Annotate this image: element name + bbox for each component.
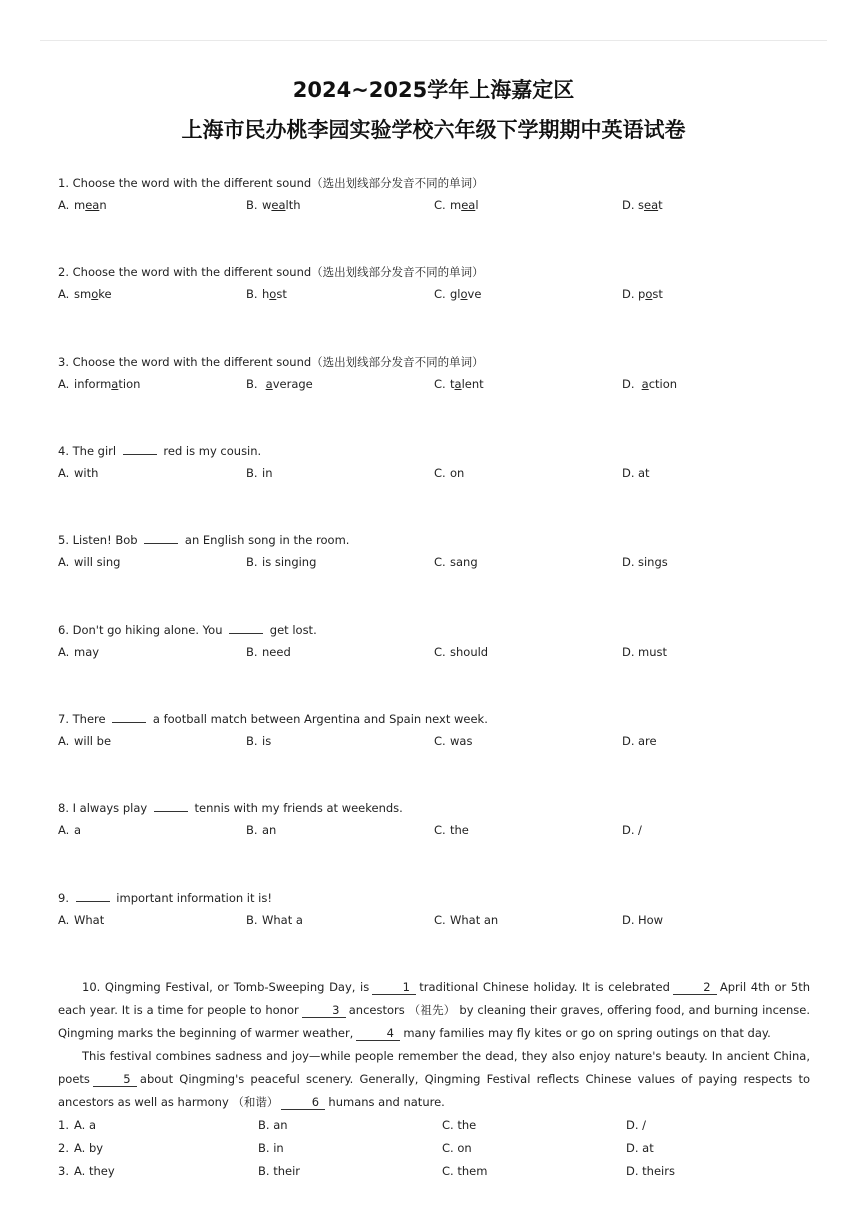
word-part: m <box>450 198 462 212</box>
option-letter: C. <box>434 823 446 837</box>
option-letter: B. <box>246 734 258 748</box>
option-letter: C. <box>434 913 446 927</box>
option-text: should <box>450 645 489 659</box>
option-letter: C. <box>434 377 446 391</box>
word-part: gl <box>450 287 461 301</box>
option-d[interactable] <box>622 818 642 842</box>
option-letter: A. <box>58 377 70 391</box>
sub-question-row <box>58 1114 818 1137</box>
option-letter: B. <box>246 377 258 391</box>
underlined-letters: a <box>641 377 649 391</box>
option-text: sang <box>450 555 478 569</box>
underlined-letters: a <box>454 377 462 391</box>
answer-blank <box>112 711 146 723</box>
option-letter: A. <box>58 645 70 659</box>
underlined-letters: a <box>265 377 273 391</box>
numbered-blank: 4 <box>356 1026 400 1041</box>
question-stem <box>58 530 818 550</box>
option-letter: C. <box>434 287 446 301</box>
word-part: tion <box>118 377 141 391</box>
stem-text-before: 9. <box>58 891 73 905</box>
option-letter: A. <box>58 555 70 569</box>
sub-option[interactable]: B. in <box>258 1141 284 1155</box>
option-b[interactable] <box>246 818 276 842</box>
word-part: p <box>638 287 646 301</box>
top-divider <box>40 40 827 41</box>
word-part: lth <box>285 198 301 212</box>
question-8 <box>58 798 818 842</box>
option-b[interactable] <box>246 550 316 574</box>
word-part: n <box>99 198 107 212</box>
sub-option[interactable]: C. them <box>442 1164 488 1178</box>
stem-text-after: get lost. <box>266 623 317 637</box>
option-letter: D. <box>622 645 635 659</box>
option-text: must <box>638 645 667 659</box>
passage-text: traditional Chinese holiday. It is celebrated <box>419 980 670 994</box>
option-c[interactable] <box>434 640 488 664</box>
option-letter: A. <box>58 466 70 480</box>
stem-text-before: 8. I always play <box>58 801 151 815</box>
option-text: a <box>74 823 82 837</box>
word-part: w <box>262 198 272 212</box>
stem-text-before: 6. Don't go hiking alone. You <box>58 623 227 637</box>
option-text: What a <box>262 913 303 927</box>
exam-title-line-2: 上海市民办桃李园实验学校六年级下学期期中英语试卷 <box>181 118 686 142</box>
question-stem: 3. Choose the word with the different sound（选出划线部分发音不同的单词） <box>58 355 484 369</box>
sub-question-row <box>58 1137 818 1160</box>
passage-text: April 4th or 5th each year. It is a time for people to honor <box>58 980 810 1017</box>
option-d[interactable] <box>622 550 668 574</box>
option-d[interactable] <box>622 640 667 664</box>
question-stem <box>58 798 818 818</box>
options-row <box>58 908 818 932</box>
sub-option[interactable]: B. an <box>258 1118 288 1132</box>
question-stem <box>58 888 818 908</box>
option-d[interactable] <box>622 461 650 485</box>
stem-text-after: a football match between Argentina and Spain next week. <box>149 712 488 726</box>
underlined-letters: o <box>645 287 653 301</box>
option-letter: C. <box>434 734 446 748</box>
options-row <box>58 282 818 306</box>
word-part: t <box>658 198 663 212</box>
word-part: inform <box>74 377 112 391</box>
passage-text: many families may fly kites or go on spring outings on that day. <box>403 1026 771 1040</box>
options-row <box>58 729 818 753</box>
option-c[interactable] <box>434 461 464 485</box>
option-text: How <box>638 913 664 927</box>
option-letter: D. <box>622 823 635 837</box>
stem-text-after: important information it is! <box>112 891 272 905</box>
option-letter: C. <box>434 198 446 212</box>
option-a[interactable] <box>58 818 81 842</box>
underlined-letters: ea <box>271 198 286 212</box>
option-a[interactable] <box>58 908 104 932</box>
sub-option[interactable]: D. theirs <box>626 1164 675 1178</box>
word-part: verage <box>272 377 313 391</box>
underlined-letters: ea <box>461 198 476 212</box>
question-9 <box>58 888 818 932</box>
option-a[interactable] <box>58 461 98 485</box>
option-letter: B. <box>246 645 258 659</box>
sub-option[interactable]: B. their <box>258 1164 300 1178</box>
option-d[interactable] <box>622 193 663 217</box>
underlined-letters: ea <box>85 198 100 212</box>
passage-text: about Qingming's peaceful scenery. Generally, Qingming Festival reflects Chinese values of paying respects to ancestors as well as harmony （和谐） <box>58 1072 810 1109</box>
option-letter: A. <box>58 913 70 927</box>
word-part: lent <box>461 377 484 391</box>
sub-question-row <box>58 1160 818 1183</box>
exam-title-line-1: 2024~2025学年上海嘉定区 <box>292 78 575 102</box>
underlined-letters: a <box>111 377 119 391</box>
underlined-letters: o <box>460 287 468 301</box>
option-c[interactable] <box>434 908 498 932</box>
passage-text: humans and nature. <box>328 1095 445 1109</box>
stem-text-after: an English song in the room. <box>181 533 350 547</box>
stem-text-after: red is my cousin. <box>159 444 262 458</box>
option-a[interactable] <box>58 193 107 217</box>
question-stem <box>58 709 818 729</box>
sub-option[interactable]: D. at <box>626 1141 654 1155</box>
sub-question-number: 2. <box>58 1141 69 1155</box>
underlined-letters: o <box>91 287 99 301</box>
option-letter: A. <box>58 198 70 212</box>
question-7 <box>58 709 818 753</box>
numbered-blank: 6 <box>281 1095 325 1110</box>
passage-paragraph-1 <box>58 976 810 1045</box>
numbered-blank: 3 <box>302 1003 346 1018</box>
option-text: / <box>638 823 642 837</box>
option-letter: B. <box>246 913 258 927</box>
word-part: ve <box>467 287 482 301</box>
option-b[interactable] <box>246 372 313 396</box>
option-text: sings <box>638 555 668 569</box>
word-part: m <box>74 198 86 212</box>
option-letter: C. <box>434 466 446 480</box>
option-text: will be <box>74 734 112 748</box>
option-b[interactable] <box>246 282 287 306</box>
underlined-letters: ea <box>644 198 659 212</box>
option-letter: A. <box>58 823 70 837</box>
question-2 <box>58 262 818 306</box>
option-d[interactable] <box>622 372 677 396</box>
option-letter: D. <box>622 287 635 301</box>
answer-blank <box>76 890 110 902</box>
answer-blank <box>123 443 157 455</box>
option-letter: B. <box>246 287 258 301</box>
option-text: may <box>74 645 100 659</box>
numbered-blank: 1 <box>372 980 416 995</box>
passage-text: This festival combines sadness and joy—while people remember the dead, they also enjoy nature's beauty. In ancient China, poets <box>58 1049 810 1086</box>
question-stem <box>58 620 818 640</box>
option-a[interactable] <box>58 372 140 396</box>
option-text: with <box>74 466 99 480</box>
option-letter: D. <box>622 198 635 212</box>
answer-blank <box>144 532 178 544</box>
option-letter: B. <box>246 823 258 837</box>
option-c[interactable] <box>434 729 472 753</box>
option-text: at <box>638 466 650 480</box>
options-row <box>58 372 818 396</box>
option-text: in <box>262 466 273 480</box>
option-d[interactable] <box>622 282 663 306</box>
question-stem: 2. Choose the word with the different sound（选出划线部分发音不同的单词） <box>58 265 484 279</box>
option-c[interactable] <box>434 193 479 217</box>
option-letter: D. <box>622 466 635 480</box>
passage-sub-questions <box>58 1114 818 1183</box>
option-a[interactable] <box>58 729 111 753</box>
option-letter: C. <box>434 555 446 569</box>
sub-question-number: 3. <box>58 1164 69 1178</box>
numbered-blank: 5 <box>93 1072 137 1087</box>
option-b[interactable] <box>246 461 272 485</box>
option-letter: D. <box>622 377 635 391</box>
question-5 <box>58 530 818 574</box>
word-part: sm <box>74 287 92 301</box>
option-b[interactable] <box>246 193 301 217</box>
passage-text: ancestors （祖先） by cleaning their graves, offering food, and burning incense. Qingming marks the beginning of warmer weather, <box>58 1003 810 1040</box>
option-letter: B. <box>246 198 258 212</box>
option-text: What an <box>450 913 499 927</box>
sub-option[interactable]: C. the <box>442 1118 477 1132</box>
question-1 <box>58 173 818 217</box>
options-row <box>58 193 818 217</box>
word-part: s <box>638 198 644 212</box>
option-c[interactable] <box>434 550 478 574</box>
underlined-letters: o <box>269 287 277 301</box>
options-row <box>58 640 818 664</box>
word-part: st <box>652 287 663 301</box>
sub-option[interactable]: A. they <box>74 1164 115 1178</box>
option-text: are <box>638 734 657 748</box>
option-d[interactable] <box>622 908 663 932</box>
option-text: an <box>262 823 277 837</box>
question-6 <box>58 620 818 664</box>
sub-option[interactable]: A. by <box>74 1141 104 1155</box>
passage-text: 10. Qingming Festival, or Tomb-Sweeping Day, is <box>82 980 370 994</box>
word-part: ke <box>98 287 112 301</box>
option-text: is <box>262 734 272 748</box>
reading-passage <box>58 976 810 1114</box>
option-letter: B. <box>246 555 258 569</box>
options-row <box>58 818 818 842</box>
question-stem: 1. Choose the word with the different sound（选出划线部分发音不同的单词） <box>58 176 484 190</box>
option-letter: D. <box>622 913 635 927</box>
option-text: is singing <box>262 555 317 569</box>
sub-option[interactable]: D. / <box>626 1118 647 1132</box>
word-part: ction <box>648 377 678 391</box>
option-a[interactable] <box>58 282 112 306</box>
stem-text-before: 5. Listen! Bob <box>58 533 142 547</box>
option-c[interactable] <box>434 282 481 306</box>
option-d[interactable] <box>622 729 657 753</box>
options-row <box>58 461 818 485</box>
option-letter: A. <box>58 734 70 748</box>
option-text: the <box>450 823 469 837</box>
option-text: on <box>450 466 465 480</box>
option-text: need <box>262 645 291 659</box>
sub-question-number: 1. <box>58 1118 69 1132</box>
answer-blank <box>229 622 263 634</box>
word-part: h <box>262 287 270 301</box>
options-row <box>58 550 818 574</box>
passage-paragraph-2 <box>58 1045 810 1114</box>
option-letter: D. <box>622 734 635 748</box>
word-part: t <box>450 377 455 391</box>
question-4 <box>58 441 818 485</box>
option-c[interactable] <box>434 372 484 396</box>
option-b[interactable] <box>246 640 291 664</box>
word-part: st <box>276 287 287 301</box>
question-stem <box>58 441 818 461</box>
word-part: l <box>475 198 479 212</box>
option-a[interactable] <box>58 550 120 574</box>
option-a[interactable] <box>58 640 99 664</box>
sub-option[interactable]: C. on <box>442 1141 472 1155</box>
option-text: was <box>450 734 473 748</box>
option-letter: A. <box>58 287 70 301</box>
option-letter: B. <box>246 466 258 480</box>
option-b[interactable] <box>246 908 303 932</box>
question-3 <box>58 352 818 396</box>
sub-option[interactable]: A. a <box>74 1118 97 1132</box>
option-letter: C. <box>434 645 446 659</box>
option-text: What <box>74 913 105 927</box>
numbered-blank: 2 <box>673 980 717 995</box>
option-letter: D. <box>622 555 635 569</box>
answer-blank <box>154 800 188 812</box>
stem-text-after: tennis with my friends at weekends. <box>190 801 403 815</box>
option-b[interactable] <box>246 729 271 753</box>
option-c[interactable] <box>434 818 469 842</box>
stem-text-before: 4. The girl <box>58 444 120 458</box>
option-text: will sing <box>74 555 121 569</box>
stem-text-before: 7. There <box>58 712 110 726</box>
